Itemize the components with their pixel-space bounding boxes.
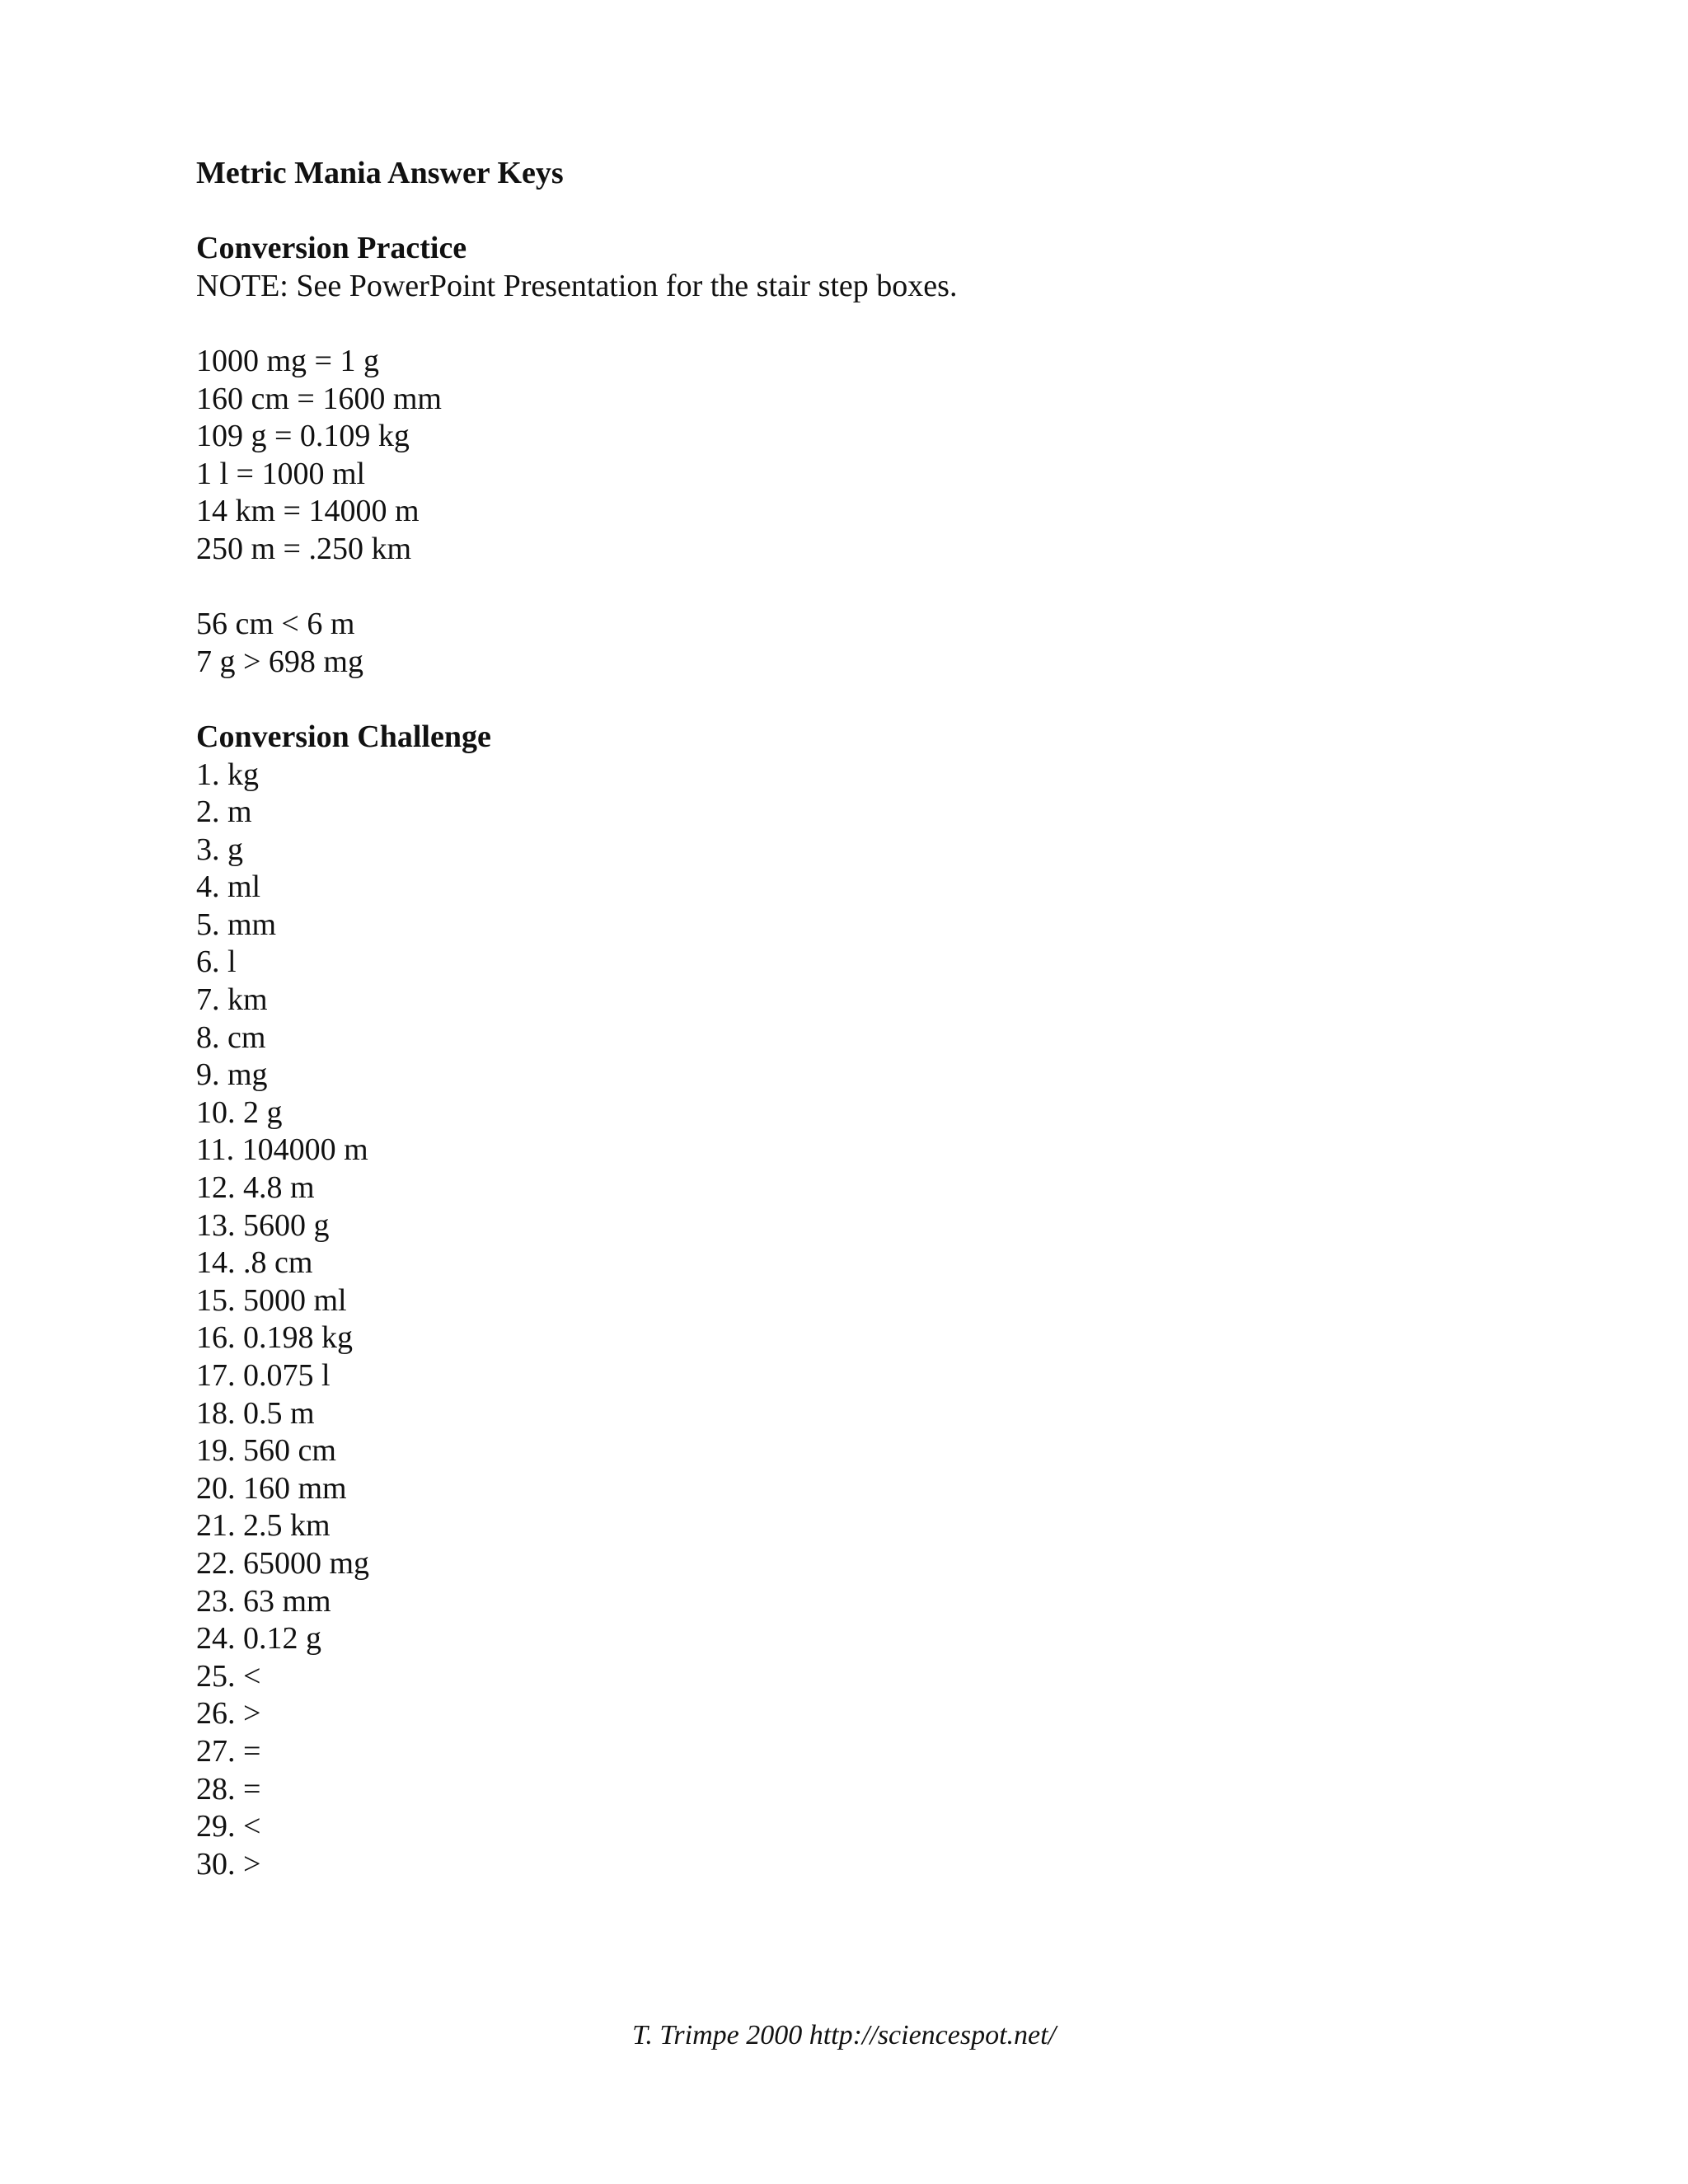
challenge-answer-item: 8. cm [196,1019,266,1055]
challenge-answer-item: 29. < [196,1809,261,1844]
challenge-answer-item: 28. = [196,1771,261,1807]
comparison-item: 7 g > 698 mg [196,644,363,679]
conversion-item: 250 m = .250 km [196,531,412,566]
challenge-answer-item: 16. 0.198 kg [196,1320,353,1356]
challenge-answer-item: 25. < [196,1658,261,1694]
challenge-answer-item: 10. 2 g [196,1094,283,1130]
challenge-answer-item: 23. 63 mm [196,1583,331,1619]
challenge-answer-item: 6. l [196,944,237,980]
conversion-list [196,343,1515,569]
challenge-heading: Conversion Challenge [196,719,491,754]
challenge-answer-item: 15. 5000 ml [196,1282,347,1318]
challenge-answer-item: 18. 0.5 m [196,1395,315,1431]
challenge-answer-item: 21. 2.5 km [196,1508,331,1544]
challenge-answer-item: 2. m [196,794,252,830]
challenge-answer-item: 11. 104000 m [196,1132,368,1168]
challenge-answer-item: 9. mg [196,1057,268,1093]
practice-heading: Conversion Practice [196,231,467,266]
challenge-answer-item: 7. km [196,982,268,1018]
conversion-item: 109 g = 0.109 kg [196,419,410,454]
challenge-answer-item: 4. ml [196,869,261,905]
challenge-answer-item: 22. 65000 mg [196,1545,370,1581]
challenge-answer-item: 13. 5600 g [196,1207,330,1243]
challenge-answer-item: 19. 560 cm [196,1433,336,1469]
footer-credit: T. Trimpe 2000 http://sciencespot.net/ [631,2020,1057,2050]
comparison-list [196,606,1515,681]
conversion-item: 1000 mg = 1 g [196,343,379,378]
challenge-answer-item: 3. g [196,832,243,867]
practice-note: NOTE: See PowerPoint Presentation for the stair step boxes. [196,268,958,303]
challenge-answer-item: 17. 0.075 l [196,1358,331,1393]
spacer [196,193,1515,231]
document-title: Metric Mania Answer Keys [196,156,564,190]
conversion-item: 1 l = 1000 ml [196,456,366,491]
challenge-answer-item: 20. 160 mm [196,1470,347,1506]
challenge-answer-list [196,757,1515,1884]
challenge-answer-item: 24. 0.12 g [196,1621,321,1657]
challenge-answer-item: 26. > [196,1696,261,1732]
conversion-item: 14 km = 14000 m [196,494,420,529]
comparison-item: 56 cm < 6 m [196,607,355,642]
conversion-item: 160 cm = 1600 mm [196,381,442,416]
spacer [196,569,1515,607]
spacer [196,305,1515,343]
answer-key-document [196,155,1515,1883]
challenge-answer-item: 14. .8 cm [196,1245,313,1281]
challenge-answer-item: 30. > [196,1846,261,1882]
challenge-answer-item: 1. kg [196,757,259,792]
challenge-answer-item: 5. mm [196,907,277,942]
challenge-answer-item: 27. = [196,1733,261,1769]
challenge-answer-item: 12. 4.8 m [196,1170,315,1206]
spacer [196,681,1515,719]
